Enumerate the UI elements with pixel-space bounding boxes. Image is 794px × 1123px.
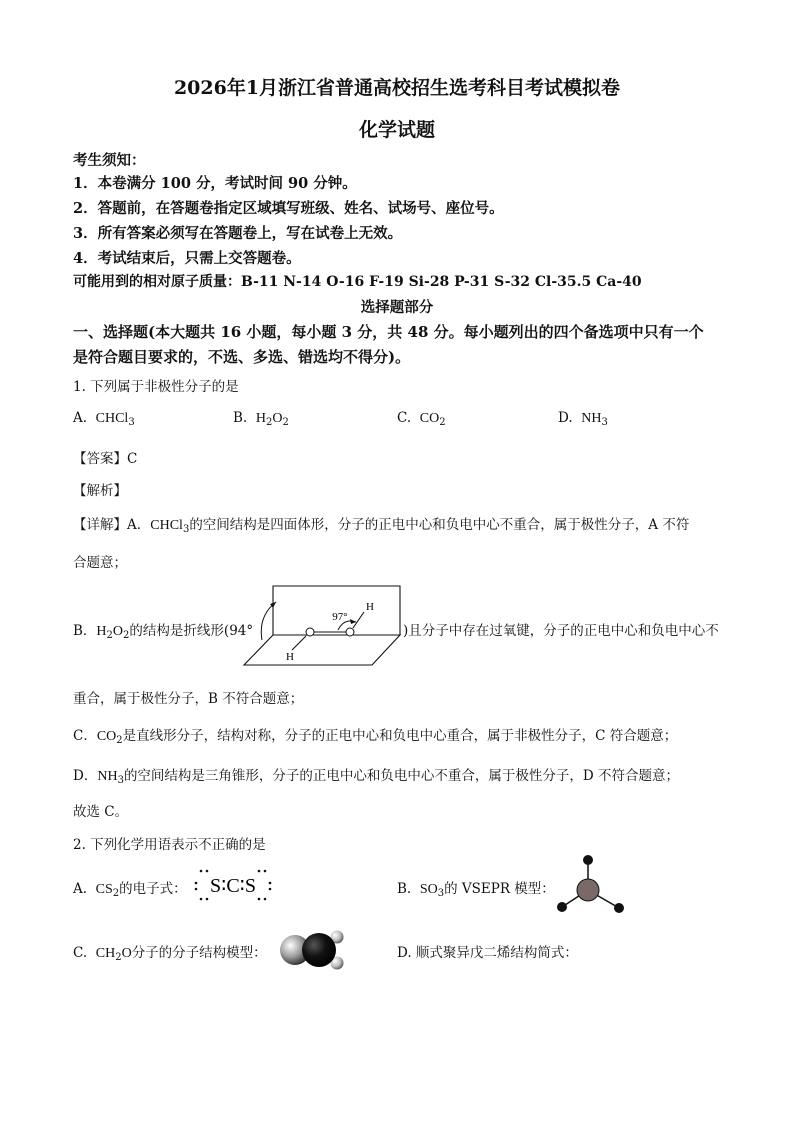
so3-vsepr-model (552, 852, 630, 918)
hydrogen-label-upper: H (366, 601, 374, 613)
section-instruction-line2: 是符合题目要求的，不选、多选、错选均不得分)。 (73, 348, 411, 366)
q1-answer: 【答案】C (73, 451, 138, 467)
q1-option-a: A. CHCl$_3$ (73, 410, 135, 428)
page-title: 2026年1月浙江省普通高校招生选考科目考试模拟卷 (173, 77, 621, 99)
lone-pair-dot (195, 888, 198, 891)
q1-detail-c: C．$CO_2$是直线形分子，结构对称，分子的正电中心和负电中心重合，属于非极性分子，C 符合题意； (73, 728, 678, 746)
page-subtitle: 化学试题 (358, 119, 435, 141)
ch2o-space-filling-model (277, 927, 351, 971)
q2-option-a: A. $CS_2$的电子式： (73, 881, 187, 899)
lone-pair-dot (200, 870, 203, 873)
section-title: 选择题部分 (360, 299, 434, 316)
q1-analysis-tag: 【解析】 (73, 483, 127, 499)
q1-detail-d: D．$NH_3$的空间结构是三角锥形，分子的正电中心和负电中心不重合，属于极性分子，D 不符合题意； (73, 768, 680, 786)
q2-stem: 2. 下列化学用语表示不正确的是 (73, 837, 266, 853)
q1-detail-b-line2: 重合，属于极性分子，B 不符合题意； (73, 691, 304, 707)
lone-pair-dot (258, 898, 261, 901)
q2-option-d: D. 顺式聚异戊二烯结构简式： (397, 945, 578, 961)
lewis-symbols: S∶C∶S (210, 875, 256, 897)
q2-option-c: C. $CH_2O$分子的分子结构模型： (73, 945, 267, 963)
lone-pair-dot (264, 870, 267, 873)
section-instruction-line1: 一、选择题(本大题共 16 小题，每小题 3 分，共 48 分。每小题列出的四个备选项中只有一个 (73, 323, 704, 341)
q1-option-c: C. $CO_2$ (397, 410, 446, 428)
q1-detail-a: 【详解】A．CHCl$_3$的空间结构是四面体形，分子的正电中心和负电中心不重合，属于极性分子，A 不符 (73, 517, 690, 535)
q1-option-b: B. $H_2O_2$ (233, 410, 289, 428)
angle-97-label: 97° (332, 611, 348, 623)
o-h-bond-upper (353, 612, 364, 628)
atomic-masses: 可能用到的相对原子质量：B-11 N-14 O-16 F-19 Si-28 P-31 S-32 Cl-35.5 Ca-40 (73, 274, 642, 290)
outer-atom (614, 903, 624, 913)
hydrogen-label-lower: H (286, 651, 294, 663)
notice-item-3: 3．所有答案必须写在答题卷上，写在试卷上无效。 (73, 225, 403, 242)
q1-option-d: D. $NH_3$ (558, 410, 608, 428)
dihedral-angle-arc (261, 602, 276, 640)
lone-pair-dot (200, 898, 203, 901)
q1-detail-a-line2: 合题意； (73, 555, 127, 571)
q1-detail-b-part1: B．$H_2O_2$的结构是折线形(94° (73, 623, 254, 641)
lone-pair-dot (258, 870, 261, 873)
notice-heading: 考生须知： (73, 152, 146, 169)
lone-pair-dot (195, 882, 198, 885)
lone-pair-dot (206, 870, 209, 873)
lone-pair-dot (269, 882, 272, 885)
lone-pair-dot (269, 888, 272, 891)
h2o2-structure-diagram (240, 580, 405, 668)
cs2-lewis-structure (193, 868, 273, 902)
oxygen-atom-1 (306, 628, 314, 636)
oxygen-atom-2 (346, 628, 354, 636)
horizontal-plane (244, 635, 400, 665)
notice-item-1: 1．本卷满分 100 分，考试时间 90 分钟。 (73, 175, 357, 192)
outer-atom (557, 902, 567, 912)
q1-stem: 1. 下列属于非极性分子的是 (73, 379, 239, 395)
lone-pair-dot (206, 898, 209, 901)
notice-item-4: 4．考试结束后，只需上交答题卷。 (73, 250, 301, 267)
q2-option-b: B. $SO_3$的 VSEPR 模型： (397, 881, 555, 899)
outer-atom (583, 855, 593, 865)
notice-item-2: 2．答题前，在答题卷指定区域填写班级、姓名、试场号、座位号。 (73, 200, 504, 217)
central-atom (577, 879, 599, 901)
o-h-bond-lower (292, 636, 306, 650)
q1-conclusion: 故选 C。 (73, 804, 129, 820)
q1-detail-b-part2: )且分子中存在过氧键，分子的正电中心和负电中心不 (403, 623, 719, 639)
carbon-atom (302, 933, 336, 967)
lone-pair-dot (264, 898, 267, 901)
